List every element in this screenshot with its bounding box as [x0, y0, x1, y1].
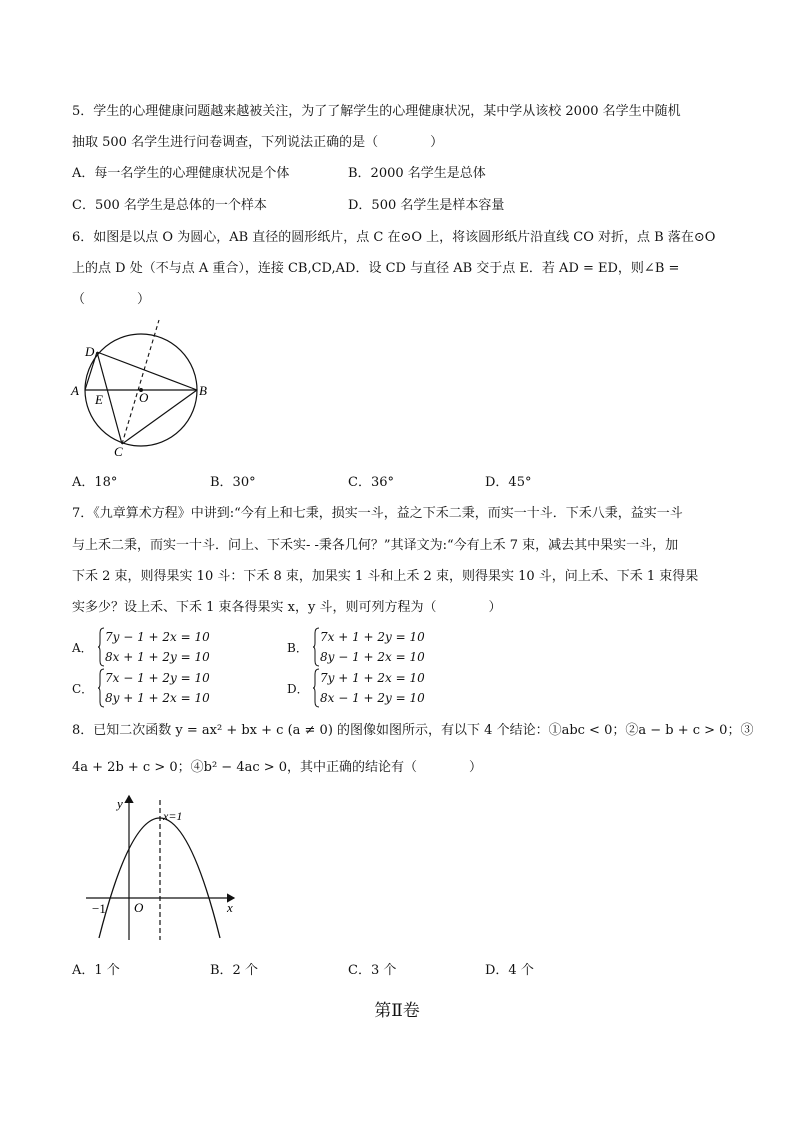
q8-label-origin: O: [134, 900, 144, 915]
q7-stem-line-1: 7．《九章算术方程》中讲到:“今有上和七秉，损实一斗，益之下禾二秉，而实一十斗．下禾八秉，益实一斗: [72, 506, 683, 521]
q7-option-b-eq2: 8y − 1 + 2x = 10: [320, 650, 425, 664]
q6-circle-figure: [60, 315, 220, 460]
q7-option-a-eq1: 7y − 1 + 2x = 10: [105, 630, 210, 644]
q7-option-b-label: B．: [287, 641, 308, 655]
q6-label-d: D: [85, 344, 95, 359]
q8-label-y: y: [117, 796, 123, 811]
q5-stem-line-2: 抽取 500 名学生进行问卷调查，下列说法正确的是（ ）: [72, 135, 444, 150]
q7-option-c-eq1: 7x − 1 + 2y = 10: [105, 671, 210, 685]
q7-option-a-eq2: 8x + 1 + 2y = 10: [105, 650, 210, 664]
q6-option-c: C．36°: [348, 475, 394, 490]
q7-option-a-label: A．: [72, 641, 93, 655]
q8-parabola-figure: [84, 792, 244, 944]
q6-label-b: B: [199, 383, 207, 398]
q8-stem-line-2: 4a + 2b + c > 0；④b² − 4ac > 0，其中正确的结论有（ ）: [72, 760, 483, 775]
brace-icon: [98, 627, 104, 667]
q6-option-b: B．30°: [210, 475, 256, 490]
brace-icon: [313, 668, 319, 708]
q7-option-c: [72, 668, 272, 710]
q8-option-b: B．2 个: [210, 963, 258, 978]
q7-option-d-eq2: 8x − 1 + 2y = 10: [320, 691, 425, 705]
brace-icon: [313, 627, 319, 667]
q6-option-a: A．18°: [72, 475, 118, 490]
q8-stem-line-1: 8．已知二次函数 y = ax² + bx + c (a ≠ 0) 的图像如图所示，有以下 4 个结论：①abc < 0；②a − b + c > 0；③: [72, 723, 754, 738]
q8-label-axis-line: x=1: [163, 809, 183, 823]
section-heading: 第Ⅱ卷: [374, 1001, 420, 1021]
q6-segment-db: [97, 352, 197, 390]
q8-option-c: C．3 个: [348, 963, 397, 978]
q6-stem-line-2: 上的点 D 处（不与点 A 重合），连接 CB,CD,AD．设 CD 与直径 AB 交于点 E．若 AD = ED，则∠B =: [72, 261, 680, 276]
q8-option-a: A．1 个: [72, 963, 120, 978]
q8-label-neg-one: −1: [92, 901, 106, 916]
q8-option-d: D．4 个: [485, 963, 534, 978]
q6-label-a: A: [71, 383, 79, 398]
q5-option-b: B．2000 名学生是总体: [348, 166, 486, 181]
q5-option-c: C．500 名学生是总体的一个样本: [72, 198, 267, 213]
q7-option-c-label: C．: [72, 682, 94, 696]
q5-option-a: A．每一名学生的心理健康状况是个体: [72, 166, 290, 181]
q6-label-c: C: [114, 444, 123, 459]
q6-stem-line-1: 6．如图是以点 O 为圆心，AB 直径的圆形纸片，点 C 在⊙O 上，将该圆形纸片沿直线 CO 对折，点 B 落在⊙O: [72, 230, 716, 245]
q7-option-a: [72, 627, 272, 669]
q6-label-e: E: [95, 392, 103, 407]
q6-fold-line-co: [122, 320, 159, 444]
q7-stem-line-2: 与上禾二秉，而实一十斗．问上、下禾实- -秉各几何？”其译文为:“今有上禾 7 束，减去其中果实一斗，加: [72, 538, 679, 553]
q6-option-d: D．45°: [485, 475, 532, 490]
q7-option-d: [287, 668, 487, 710]
q6-label-o: O: [139, 390, 149, 405]
q7-option-b-eq1: 7x + 1 + 2y = 10: [320, 630, 425, 644]
q7-stem-line-3: 下禾 2 束，则得果实 10 斗：下禾 8 束，加果实 1 斗和上禾 2 束，则得果实 10 斗，问上禾、下禾 1 束得果: [72, 569, 699, 584]
brace-icon: [98, 668, 104, 708]
q7-option-d-label: D．: [287, 682, 309, 696]
q7-option-b: [287, 627, 487, 669]
q7-option-c-eq2: 8y + 1 + 2x = 10: [105, 691, 210, 705]
q6-stem-line-3: （ ）: [72, 292, 151, 307]
q5-stem-line-1: 5．学生的心理健康问题越来越被关注，为了了解学生的心理健康状况，某中学从该校 2000 名学生中随机: [72, 104, 681, 119]
q6-segment-cb: [122, 390, 197, 444]
q8-label-x: x: [227, 900, 233, 915]
q7-option-d-eq1: 7y + 1 + 2x = 10: [320, 671, 425, 685]
q5-option-d: D．500 名学生是样本容量: [348, 198, 505, 213]
q7-stem-line-4: 实多少？设上禾、下禾 1 束各得果实 x，y 斗，则可列方程为（ ）: [72, 600, 502, 615]
